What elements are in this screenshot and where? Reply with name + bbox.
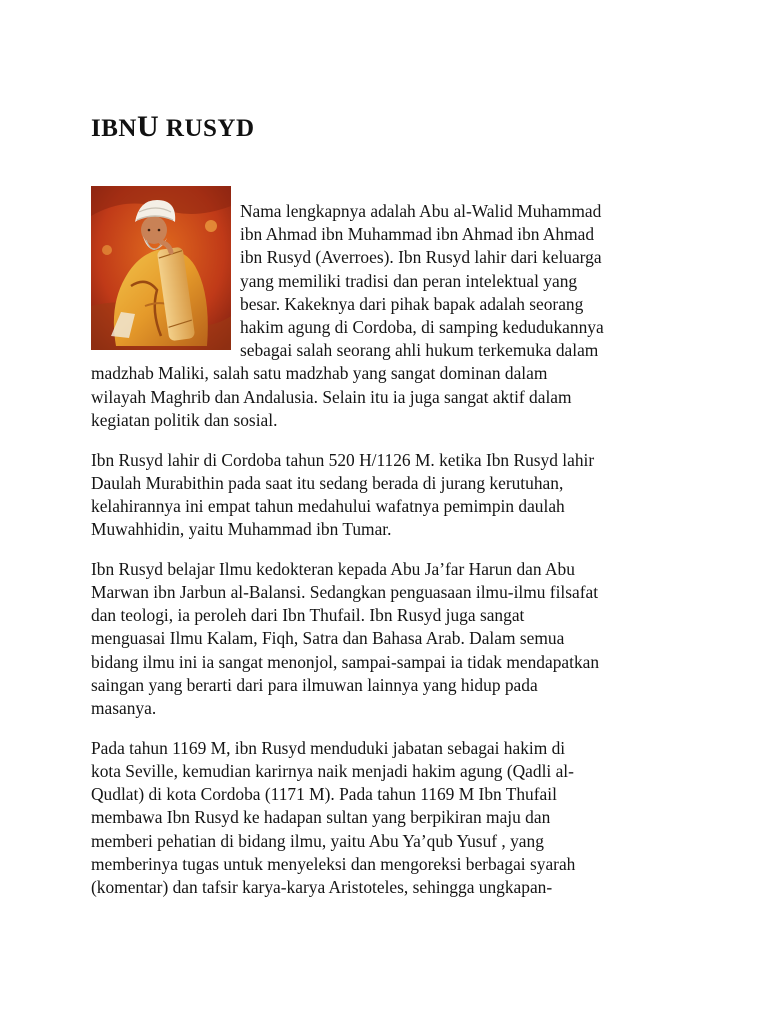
text-line: saingan yang berarti dari para ilmuwan lainnya yang hidup pada <box>91 674 538 695</box>
text-line: kota Seville, kemudian karirnya naik menjadi hakim agung (Qadli al- <box>91 760 574 781</box>
text-line: Qudlat) di kota Cordoba (1171 M). Pada tahun 1169 M Ibn Thufail <box>91 784 557 805</box>
scholar-portrait-icon <box>91 186 231 350</box>
article-body <box>91 200 683 916</box>
paragraph-3 <box>91 558 683 720</box>
text-line: masanya. <box>91 698 157 719</box>
text-line: (komentar) dan tafsir karya-karya Aristoteles, sehingga ungkapan- <box>91 876 553 897</box>
text-line: yang memiliki tradisi dan peran intelektual yang <box>240 270 578 291</box>
text-line: ibn Rusyd (Averroes). Ibn Rusyd lahir dari keluarga <box>240 247 602 268</box>
paragraph-2 <box>91 449 683 542</box>
text-line: Muwahhidin, yaitu Muhammad ibn Tumar. <box>91 519 392 540</box>
page-title <box>91 111 255 145</box>
text-line: bidang ilmu ini ia sangat menonjol, sampai-sampai ia tidak mendapatkan <box>91 651 600 672</box>
text-line: Ibn Rusyd lahir di Cordoba tahun 520 H/1126 M. ketika Ibn Rusyd lahir <box>91 449 595 470</box>
text-line: sebagai salah seorang ahli hukum terkemuka dalam <box>240 340 599 361</box>
text-line: menguasai Ilmu Kalam, Fiqh, Satra dan Bahasa Arab. Dalam semua <box>91 628 565 649</box>
text-line: memberinya tugas untuk menyeleksi dan mengoreksi berbagai syarah <box>91 853 576 874</box>
text-line: Pada tahun 1169 M, ibn Rusyd menduduki jabatan sebagai hakim di <box>91 737 566 758</box>
text-line: madzhab Maliki, salah satu madzhab yang sangat dominan dalam <box>91 363 548 384</box>
text-line: kelahirannya ini empat tahun medahului wafatnya pemimpin daulah <box>91 495 565 516</box>
title-prefix: IBN <box>91 115 137 142</box>
title-suffix: RUSYD <box>159 115 255 142</box>
text-line: membawa Ibn Rusyd ke hadapan sultan yang berpikiran maju dan <box>91 807 551 828</box>
text-line: Nama lengkapnya adalah Abu al-Walid Muhammad <box>240 201 602 221</box>
text-line: ibn Ahmad ibn Muhammad ibn Ahmad ibn Ahmad <box>240 224 595 245</box>
text-line: hakim agung di Cordoba, di samping kedudukannya <box>240 317 604 338</box>
text-line: Daulah Murabithin pada saat itu sedang berada di jurang kerutuhan, <box>91 472 564 493</box>
text-line: kegiatan politik dan sosial. <box>91 409 278 430</box>
text-line: wilayah Maghrib dan Andalusia. Selain itu ia juga sangat aktif dalam <box>91 386 572 407</box>
title-enlarged-letter: U <box>136 110 160 143</box>
paragraph-4 <box>91 737 683 899</box>
text-line: dan teologi, ia peroleh dari Ibn Thufail. Ibn Rusyd juga sangat <box>91 605 525 626</box>
text-line: besar. Kakeknya dari pihak bapak adalah seorang <box>240 293 584 314</box>
text-line: memberi pehatian di bidang ilmu, yaitu Abu Ya’qub Yusuf , yang <box>91 830 544 851</box>
text-line: Ibn Rusyd belajar Ilmu kedokteran kepada Abu Ja’far Harun dan Abu <box>91 558 575 579</box>
text-line: Marwan ibn Jarbun al-Balansi. Sedangkan penguasaan ilmu-ilmu filsafat <box>91 582 599 603</box>
